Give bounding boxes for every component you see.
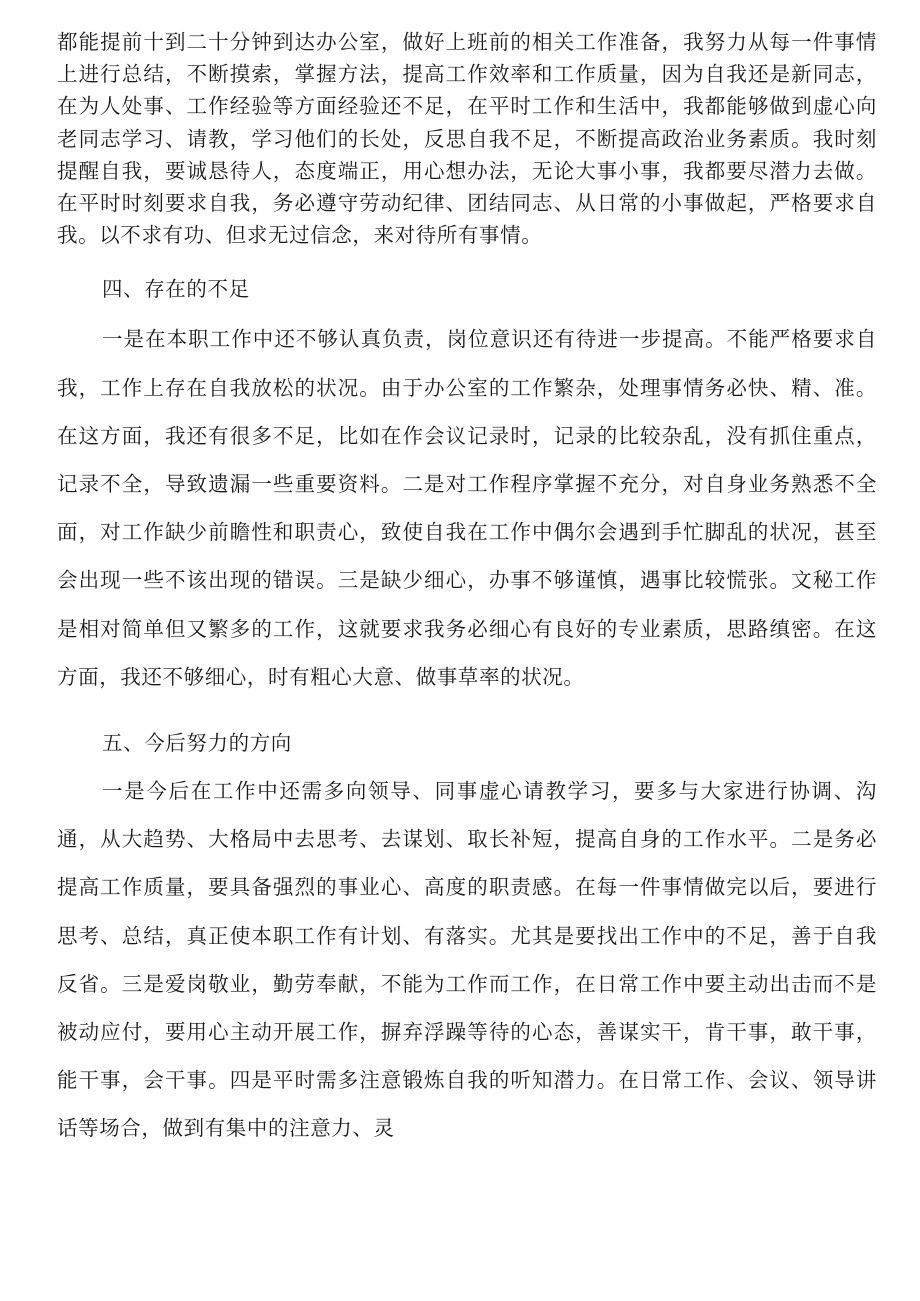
paragraph-future-direction: 一是今后在工作中还需多向领导、同事虚心请教学习，要多与大家进行协调、沟通，从大趋势、大格局中去思考、去谋划、取长补短，提高自身的工作水平。二是务必提高工作质量，要具备强烈的事业心、高度的职责感。在每一件事情做完以后，要进行思考、总结，真正使本职工作有计划、有落实。尤其是要找出工作中的不足，善于自我反省。三是爱岗敬业，勤劳奉献，不能为工作而工作，在日常工作中要主动出击而不是被动应付，要用心主动开展工作，摒弃浮躁等待的心态，善谋实干，肯干事，敢干事，能干事，会干事。四是平时需多注意锻炼自我的听知潜力。在日常工作、会议、领导讲话等场合，做到有集中的注意力、灵 — [57, 779, 877, 1141]
section-heading-shortcomings: 四、存在的不足 — [102, 277, 250, 302]
document-page — [57, 26, 877, 1153]
section-heading-future-direction: 五、今后努力的方向 — [102, 731, 292, 756]
paragraph-continuation: 都能提前十到二十分钟到达办公室，做好上班前的相关工作准备，我努力从每一件事情上进行总结，不断摸索，掌握方法，提高工作效率和工作质量，因为自我还是新同志，在为人处事、工作经验等方面经验还不足，在平时工作和生活中，我都能够做到虚心向老同志学习、请教，学习他们的长处，反思自我不足，不断提高政治业务素质。我时刻提醒自我，要诚恳待人，态度端正，用心想办法，无论大事小事，我都要尽潜力去做。在平时时刻要求自我，务必遵守劳动纪律、团结同志、从日常的小事做起，严格要求自我。以不求有功、但求无过信念，来对待所有事情。 — [57, 30, 877, 248]
paragraph-shortcomings: 一是在本职工作中还不够认真负责，岗位意识还有待进一步提高。不能严格要求自我，工作上存在自我放松的状况。由于办公室的工作繁杂，处理事情务必快、精、准。在这方面，我还有很多不足，比如在作会议记录时，记录的比较杂乱，没有抓住重点，记录不全，导致遗漏一些重要资料。二是对工作程序掌握不充分，对自身业务熟悉不全面，对工作缺少前瞻性和职责心，致使自我在工作中偶尔会遇到手忙脚乱的状况，甚至会出现一些不该出现的错误。三是缺少细心，办事不够谨慎，遇事比较慌张。文秘工作是相对简单但又繁多的工作，这就要求我务必细心有良好的专业素质，思路缜密。在这方面，我还不够细心，时有粗心大意、做事草率的状况。 — [57, 327, 877, 689]
